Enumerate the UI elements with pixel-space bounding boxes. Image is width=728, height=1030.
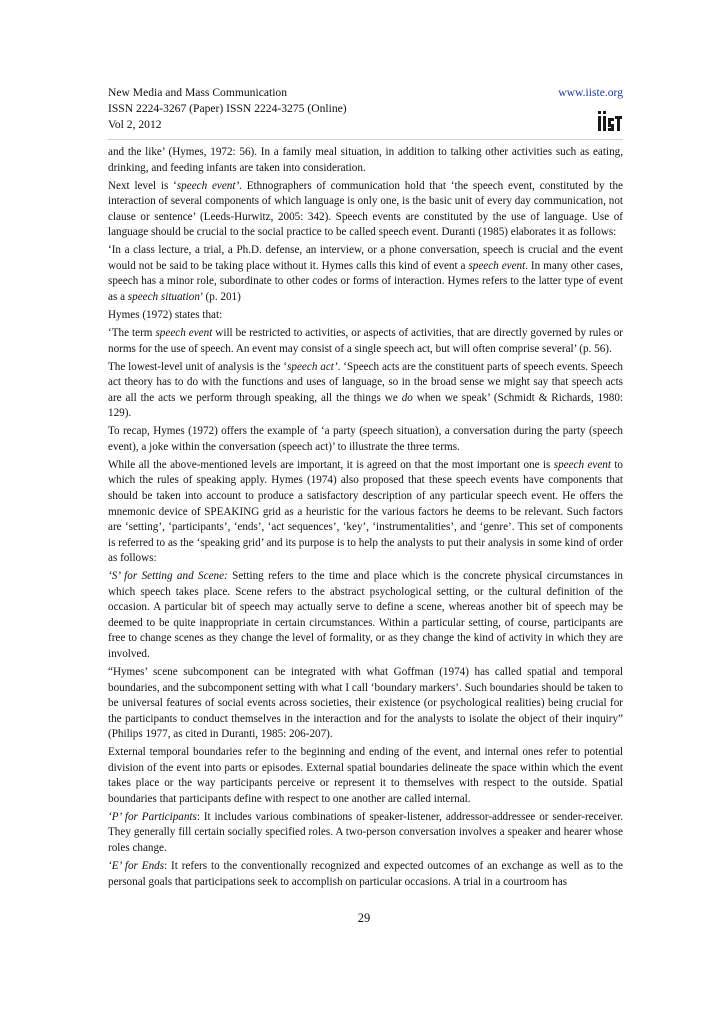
paragraph <box>108 665 623 743</box>
issn-line: ISSN 2224-3267 (Paper) ISSN 2224-3275 (Online) <box>108 102 347 115</box>
paragraph <box>108 308 623 324</box>
text-run: Setting refers to the time and place which is the concrete physical circumstances in which speech takes place. Scene refers to the abstract psychological setting, or the cultural definition of the occasion. A particular bit of speech may actually serve to define a scene, whereas another bit of speech may be deemed to be quite inappropriate in certain circumstances. Within a particular setting, of course, participants are free to change scenes as they change the level of formality, or as they change the kind of activity in which they are involved. <box>108 570 623 660</box>
text-run: and the like’ (Hymes, 1972: 56). In a family meal situation, in addition to talking other activities such as eating, drinking, and feeding infants are taken into consideration. <box>108 146 623 174</box>
italic-term: speech event <box>553 458 611 471</box>
paragraph <box>108 145 623 176</box>
text-run: Hymes (1972) states that: <box>108 308 223 321</box>
italic-term: speech event <box>468 259 526 272</box>
text-run: ‘In a class lecture, a trial, a Ph.D. defense, an interview, or a phone conversation, speech is crucial and the event would not be said to be taking place without it. Hymes calls this kind of event a <box>108 244 623 272</box>
text-run: “Hymes’ scene subcomponent can be integrated with what Goffman (1974) has called spatial and temporal boundaries, and the subcomponent setting with what I call ‘boundary markers’. Such boundaries should be taken to be universal features of social events across societies, their existence (or psychological realities) being crucial for the participants to conduct themselves in the interaction and for the analysts to isolate the object of their inquiry” (Philips 1977, as cited in Duranti, 1985: 206-207). <box>108 666 623 741</box>
text-run: While all the above-mentioned levels are important, it is agreed on that the most important one is <box>108 458 554 471</box>
paragraph <box>108 458 623 567</box>
text-run: Next level is ‘ <box>108 179 177 192</box>
header-rule <box>108 139 623 140</box>
text-run: . Ethnographers of communication hold that ‘the speech event, constituted by the interaction of several components of which language is only one, is the basic unit of every day communication, not clause or sentence’ (Leeds-Hurwitz, 2005: 342). Speech events are constituted by the use of language. Use of language should be crucial to the social practice to be called speech event. Duranti (1985) elaborates it as follows: <box>108 179 623 239</box>
volume-line: Vol 2, 2012 <box>108 118 162 131</box>
text-run: when we speak’ (Schmidt & Richards, 1980: 129). <box>108 391 623 420</box>
text-run: ‘The term <box>108 327 156 340</box>
italic-term: ‘E’ for Ends <box>108 860 165 873</box>
journal-url-link[interactable]: www.iiste.org <box>558 86 623 99</box>
text-run: to which the rules of speaking apply. Hymes (1974) also proposed that these speech events have components that should be taken into account to produce a satisfactory description of any particular speech event. He offers the mnemonic device of SPEAKING grid as a heuristic for the various factors he deems to be relevant. Such factors are ‘setting’, ‘participants’, ‘ends’, ‘act sequences’, ‘key’, ‘instrumentalities’, and ‘genre’. This set of components is referred to as the ‘speaking grid’ and its purpose is to help the analysts to put their analysis in some kind of order as follows: <box>108 458 624 565</box>
journal-title: New Media and Mass Communication <box>108 86 288 99</box>
text-run: : It includes various combinations of speaker-listener, addressor-addressee or sender-receiver. They generally fill certain socially specified roles. A two-person conversation involves a speaker and hearer whose roles change. <box>108 810 623 855</box>
iiste-logo <box>597 109 623 133</box>
italic-term: speech situation <box>127 290 200 303</box>
paragraph <box>108 859 623 890</box>
paragraph <box>108 360 623 422</box>
paragraph <box>108 179 623 241</box>
text-run: The lowest-level unit of analysis is the ‘ <box>108 360 288 373</box>
text-run: : It refers to the conventionally recognized and expected outcomes of an exchange as well as to the personal goals that participations seek to accomplish on particular occasions. A trial in a courtroom has <box>108 860 624 888</box>
paragraph <box>108 745 623 807</box>
body-text <box>108 145 623 890</box>
italic-term: speech act’ <box>287 360 338 373</box>
paragraph <box>108 424 623 455</box>
text-run: ’ (p. 201) <box>199 290 241 303</box>
paragraph <box>108 810 623 857</box>
text-run: To recap, Hymes (1972) offers the example of ‘a party (speech situation), a conversation during the party (speech event), a joke within the conversation (speech act)’ to illustrate the three terms. <box>108 425 623 453</box>
paragraph <box>108 243 623 305</box>
text-run: External temporal boundaries refer to the beginning and ending of the event, and internal ones refer to potential division of the event into parts or episodes. External spatial boundaries delineate the space within which the event takes place or the way participants perceive or represent it to themselves with respect to the outside. Spatial boundaries that participants define with respect to one another are called internal. <box>108 746 623 805</box>
italic-term: speech event <box>155 327 213 340</box>
paragraph <box>108 326 623 357</box>
italic-term: ‘P’ for Participants <box>108 810 197 823</box>
italic-term: speech event’ <box>176 179 240 192</box>
page-number: 29 <box>357 911 371 925</box>
text-run: . In many other cases, speech has a minor role, subordinate to other codes or forms of interaction. Hymes refers to the latter type of event as a <box>108 259 623 303</box>
text-run: . ‘Speech acts are the constituent parts of speech events. Speech act theory has to do with the functions and uses of language, so in the broad sense we might say that speech acts are all the acts we perform through speaking, all the things we <box>108 360 623 404</box>
paragraph <box>108 569 623 662</box>
italic-term: ‘S’ for Setting and Scene: <box>108 570 228 583</box>
page <box>108 85 623 893</box>
running-header <box>108 85 623 133</box>
italic-term: do <box>401 391 413 404</box>
text-run: will be restricted to activities, or aspects of activities, that are directly governed by rules or norms for the use of speech. An event may consist of a single speech act, but will often comprise several’ (p. 56). <box>108 327 623 355</box>
